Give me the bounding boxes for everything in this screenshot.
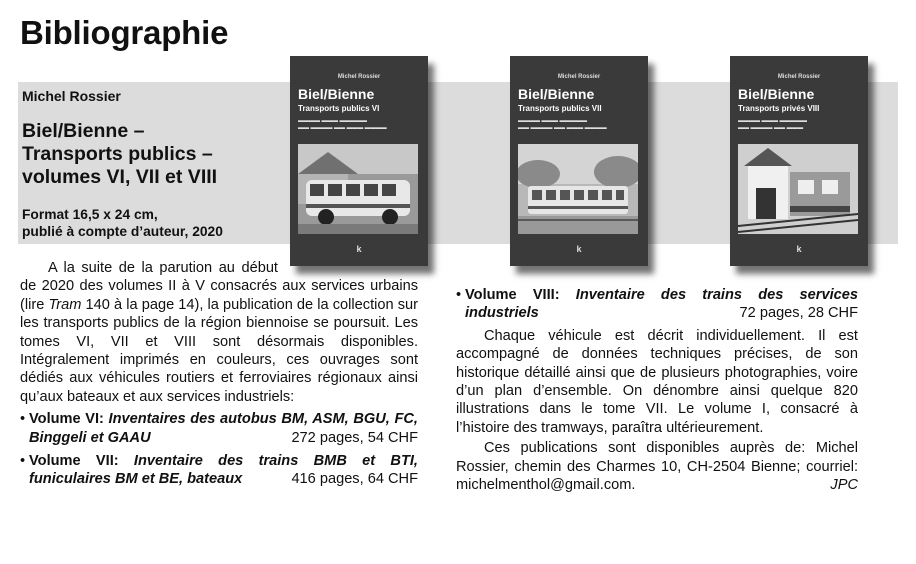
cover-description: ▬▬▬▬ ▬▬▬ ▬▬▬▬▬ ▬▬ ▬▬▬▬ ▬▬ ▬▬▬ ▬▬▬▬ <box>518 118 607 131</box>
intro-text-1: A la suite de la parution au début de 2020 des volumes II à V consacrés aux services urbains (lire <box>20 260 418 313</box>
volume-vi-entry <box>20 410 418 447</box>
cover-title: Biel/Bienne <box>298 86 375 102</box>
cover-title: Biel/Bienne <box>518 86 595 102</box>
intro-paragraph <box>20 259 418 406</box>
book-cover-viii <box>730 56 868 266</box>
availability-text: Ces publications sont disponibles auprès de: Michel Rossier, chemin des Charmes 10, CH-2504 Bienne; courriel: michelmenthol@gmail.com. <box>456 440 858 494</box>
volume-details: 72 pages, 28 CHF <box>739 305 858 322</box>
format-line: Format 16,5 x 24 cm, <box>22 207 158 222</box>
description-paragraph: Chaque véhicule est décrit individuellement. Il est accompagné de données techniques précises, de son historique détaillé ainsi que de plusieurs photographies, voire d’un plan d’ensemble. On dénombre ainsi quelque 820 illustrations dans le tome VII. Le volume I, consacré à l’histoire des tramways, paraîtra ultérieurement. <box>456 327 858 436</box>
cover-title: Biel/Bienne <box>738 86 815 102</box>
volume-title: Inventaires des autobus BM, ASM, BGU, FC, Binggeli et GAAU <box>29 411 418 446</box>
bullet-icon: • <box>20 453 26 470</box>
availability-paragraph <box>456 439 858 494</box>
cover-author: Michel Rossier <box>777 74 821 80</box>
volume-title: Inventaire des trains BMB et BTI, funiculaires BM et BE, bateaux <box>29 453 418 488</box>
bus-photo <box>298 144 418 234</box>
bullet-icon: • <box>456 287 462 303</box>
publisher-logo: k <box>356 244 362 254</box>
intro-text-2: 140 à la page 14), la publication de la collection sur les transports publics de la région biennoise se poursuit. Les tomes VI, VII et VIII sont désormais disponibles. Intégralement imprimés en couleurs, ces ouvrages sont dédiés aux véhicules routiers et ferroviaires régionaux ainsi qu’aux bateaux et aux services industriels: <box>20 296 418 405</box>
volume-label: Volume VII: <box>29 453 119 470</box>
cover-author: Michel Rossier <box>557 74 601 80</box>
volume-label: Volume VIII: <box>465 287 560 303</box>
book-format <box>22 206 223 240</box>
bullet-icon: • <box>20 411 26 428</box>
volume-label: Volume VI: <box>29 411 104 428</box>
book-cover-vii <box>510 56 648 266</box>
signature: JPC <box>830 477 858 494</box>
cover-author: Michel Rossier <box>337 74 381 80</box>
book-title-line: Transports publics – <box>22 143 213 165</box>
cover-subtitle: Transports privés VIII <box>738 104 820 113</box>
cover-clearance <box>278 259 418 275</box>
volume-details: 272 pages, 54 CHF <box>291 429 418 446</box>
cover-subtitle: Transports publics VI <box>298 104 380 113</box>
volume-title: Inventaire des trains des services industriels <box>465 287 858 322</box>
tram-ref: Tram <box>48 296 82 313</box>
cover-description: ▬▬▬▬ ▬▬▬ ▬▬▬▬▬ ▬▬ ▬▬▬▬ ▬▬ ▬▬▬ <box>738 118 808 131</box>
volume-details: 416 pages, 64 CHF <box>291 471 418 488</box>
volume-viii-entry <box>456 286 858 323</box>
left-column <box>20 259 418 489</box>
format-line: publié à compte d’auteur, 2020 <box>22 224 223 239</box>
publisher-logo: k <box>796 244 802 254</box>
cover-subtitle: Transports publics VII <box>518 104 602 113</box>
cover-description: ▬▬▬▬ ▬▬▬ ▬▬▬▬▬ ▬▬ ▬▬▬▬ ▬▬ ▬▬▬ ▬▬▬▬ <box>298 118 387 131</box>
book-cover-vi <box>290 56 428 266</box>
book-title-line: Biel/Bienne – <box>22 120 145 142</box>
right-column <box>456 286 858 494</box>
locomotive-photo <box>738 144 858 234</box>
volume-vii-entry <box>20 452 418 489</box>
train-photo <box>518 144 638 234</box>
publisher-logo: k <box>576 244 582 254</box>
book-author: Michel Rossier <box>22 88 121 104</box>
book-title <box>22 120 217 189</box>
book-title-line: volumes VI, VII et VIII <box>22 166 218 188</box>
page-title: Bibliographie <box>20 14 229 51</box>
